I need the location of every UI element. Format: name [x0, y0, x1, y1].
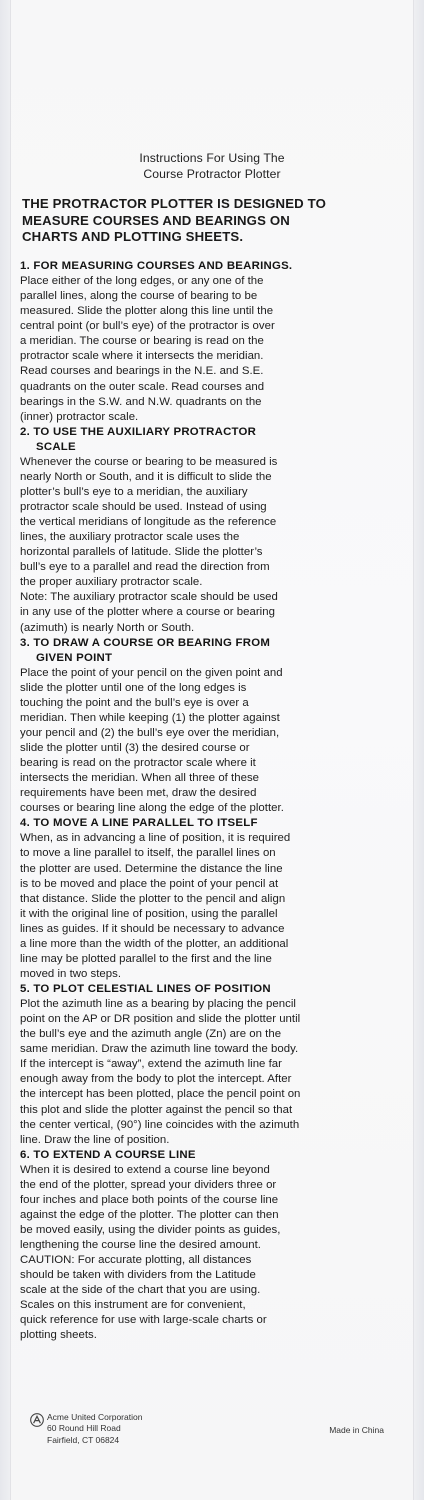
made-in-label: Made in China [329, 1425, 384, 1435]
instruction-section [20, 636, 408, 817]
instruction-line: protractor scale should be used. Instead of using [20, 501, 267, 513]
instruction-line: be moved easily, using the divider points as guides, [20, 1224, 281, 1236]
instruction-line: requirements have been met, draw the desired [20, 787, 257, 800]
instruction-line: against the edge of the plotter. The plotter can then [20, 1208, 279, 1221]
instruction-line: plotter’s bull’s eye to a meridian, the auxiliary [20, 485, 248, 498]
instruction-line: bull’s eye to a parallel and read the direction from [20, 561, 270, 574]
instruction-line: this plot and slide the plotter against the pencil so that [20, 1103, 293, 1116]
instruction-line: slide the plotter until (3) the desired course or [20, 742, 250, 754]
instruction-section [20, 1148, 408, 1344]
instruction-line: Place either of the long edges, or any one of the [20, 275, 264, 288]
instruction-line: nearly North or South, and it is difficult to slide the [20, 470, 272, 483]
acme-logo-icon [30, 1413, 44, 1427]
instruction-line: scale at the side of the chart that you are using. [20, 1284, 261, 1297]
instruction-line: Scales on this instrument are for convenient, [20, 1299, 246, 1312]
instruction-line: quick reference for use with large-scale charts or [20, 1314, 267, 1327]
instruction-line: meridian. Then while keeping (1) the plotter against [20, 711, 280, 724]
instruction-line: Whenever the course or bearing to be measured is [20, 455, 278, 468]
instruction-line: should be taken with dividers from the Latitude [20, 1269, 256, 1282]
instructions-body [20, 259, 408, 1344]
section-heading: 2. TO USE THE AUXILIARY PROTRACTOR [20, 425, 257, 438]
section-heading: SCALE [36, 440, 76, 453]
instruction-line: to move a line parallel to itself, the parallel lines on [20, 847, 276, 860]
instruction-line: a meridian. The course or bearing is read on the [20, 335, 264, 348]
section-heading: 3. TO DRAW A COURSE OR BEARING FROM [20, 636, 271, 649]
instruction-line: your pencil and (2) the bull’s eye over the meridian, [20, 726, 280, 739]
instruction-line: measured. Slide the plotter along this line until the [20, 305, 274, 318]
intro-statement [22, 196, 406, 246]
instruction-line: touching the point and the bull’s eye is over a [20, 696, 249, 709]
instruction-line: bearings in the S.W. and N.W. quadrants on the [20, 395, 262, 408]
instruction-line: plotting sheets. [20, 1329, 97, 1342]
right-edge-strip [414, 0, 424, 1500]
instruction-line: same meridian. Draw the azimuth line toward the body. [20, 1043, 299, 1056]
section-heading: 5. TO PLOT CELESTIAL LINES OF POSITION [20, 983, 271, 995]
instruction-line: is to be moved and place the point of your pencil at [20, 877, 279, 890]
address-line: 60 Round Hill Road [47, 1423, 121, 1434]
instruction-line: the intercept has been plotted, place the pencil point on [20, 1088, 301, 1101]
instruction-section [20, 982, 408, 1148]
instruction-line: quadrants on the outer scale. Read courses and [20, 380, 265, 393]
instruction-line: Note: The auxiliary protractor scale should be used [20, 591, 278, 604]
instruction-line: the plotter are used. Determine the distance the line [20, 862, 283, 875]
instruction-line: parallel lines, along the course of bearing to be [20, 290, 258, 303]
intro-line: MEASURE COURSES AND BEARINGS ON [22, 212, 290, 228]
instruction-line: (azimuth) is nearly North or South. [20, 621, 195, 634]
instruction-line: lengthening the course line the desired amount. [20, 1239, 261, 1252]
instruction-line: four inches and place both points of the course line [20, 1193, 279, 1206]
instruction-line: When, as in advancing a line of position, it is required [20, 832, 291, 845]
instruction-line: CAUTION: For accurate plotting, all distances [20, 1254, 252, 1267]
intro-line: CHARTS AND PLOTTING SHEETS. [22, 229, 244, 244]
instruction-line: the vertical meridians of longitude as the reference [20, 516, 277, 529]
instruction-line: the center vertical, (90°) line coincides with the azimuth [20, 1118, 300, 1131]
instruction-line: Plot the azimuth line as a bearing by placing the pencil [20, 998, 296, 1011]
instruction-line: protractor scale where it intersects the meridian. [20, 350, 264, 363]
instruction-line: that distance. Slide the plotter to the pencil and align [20, 892, 286, 905]
instruction-line: a line more than the width of the plotter, an additional [20, 937, 289, 950]
section-heading: 4. TO MOVE A LINE PARALLEL TO ITSELF [20, 817, 258, 830]
address-line: Acme United Corporation [47, 1412, 143, 1422]
instruction-line: Place the point of your pencil on the given point and [20, 666, 283, 679]
instruction-line: (inner) protractor scale. [20, 410, 139, 423]
instruction-line: the end of the plotter, spread your dividers three or [20, 1178, 277, 1191]
instruction-section [20, 425, 408, 636]
instruction-section [20, 259, 408, 425]
instruction-line: horizontal parallels of latitude. Slide the plotter’s [20, 546, 263, 559]
instruction-line: the proper auxiliary protractor scale. [20, 576, 203, 589]
address-line: Fairfield, CT 06824 [47, 1434, 120, 1445]
instruction-line: courses or bearing line along the edge of the plotter. [20, 802, 284, 815]
intro-line: THE PROTRACTOR PLOTTER IS DESIGNED TO [22, 196, 327, 211]
instruction-line: enough away from the body to plot the intercept. After [20, 1073, 292, 1086]
instruction-line: line. Draw the line of position. [20, 1133, 170, 1146]
instruction-line: point on the AP or DR position and slide the plotter until [20, 1013, 301, 1026]
instruction-line: lines, the auxiliary protractor scale uses the [20, 531, 240, 544]
instruction-line: in any use of the plotter where a course or bearing [20, 606, 275, 619]
instruction-line: the bull’s eye and the azimuth angle (Zn) are on the [20, 1028, 282, 1041]
instruction-line: lines as guides. If it should be necessary to advance [20, 922, 285, 935]
instruction-line: Read courses and bearings in the N.E. and S.E. [20, 365, 264, 378]
instruction-line: moved in two steps. [20, 967, 122, 980]
instruction-line: central point (or bull’s eye) of the protractor is over [20, 320, 275, 333]
instruction-section [20, 816, 408, 982]
document-title-line-2: Course Protractor Plotter [143, 167, 281, 181]
section-heading: 6. TO EXTEND A COURSE LINE [20, 1148, 196, 1161]
instruction-line: it with the original line of position, using the parallel [20, 907, 278, 920]
company-address [47, 1412, 142, 1446]
section-heading: GIVEN POINT [36, 651, 113, 664]
instruction-line: When it is desired to extend a course line beyond [20, 1163, 270, 1176]
instruction-line: slide the plotter until one of the long edges is [20, 681, 247, 694]
instruction-line: intersects the meridian. When all three of these [20, 772, 260, 785]
left-edge-strip [0, 0, 10, 1500]
instruction-line: If the intercept is “away”, extend the azimuth line far [20, 1058, 282, 1071]
instruction-line: bearing is read on the protractor scale where it [20, 757, 256, 770]
section-heading: 1. FOR MEASURING COURSES AND BEARINGS. [20, 260, 293, 272]
document-title-line-1: Instructions For Using The [139, 151, 285, 165]
instruction-line: line may be plotted parallel to the first and the line [20, 952, 272, 965]
